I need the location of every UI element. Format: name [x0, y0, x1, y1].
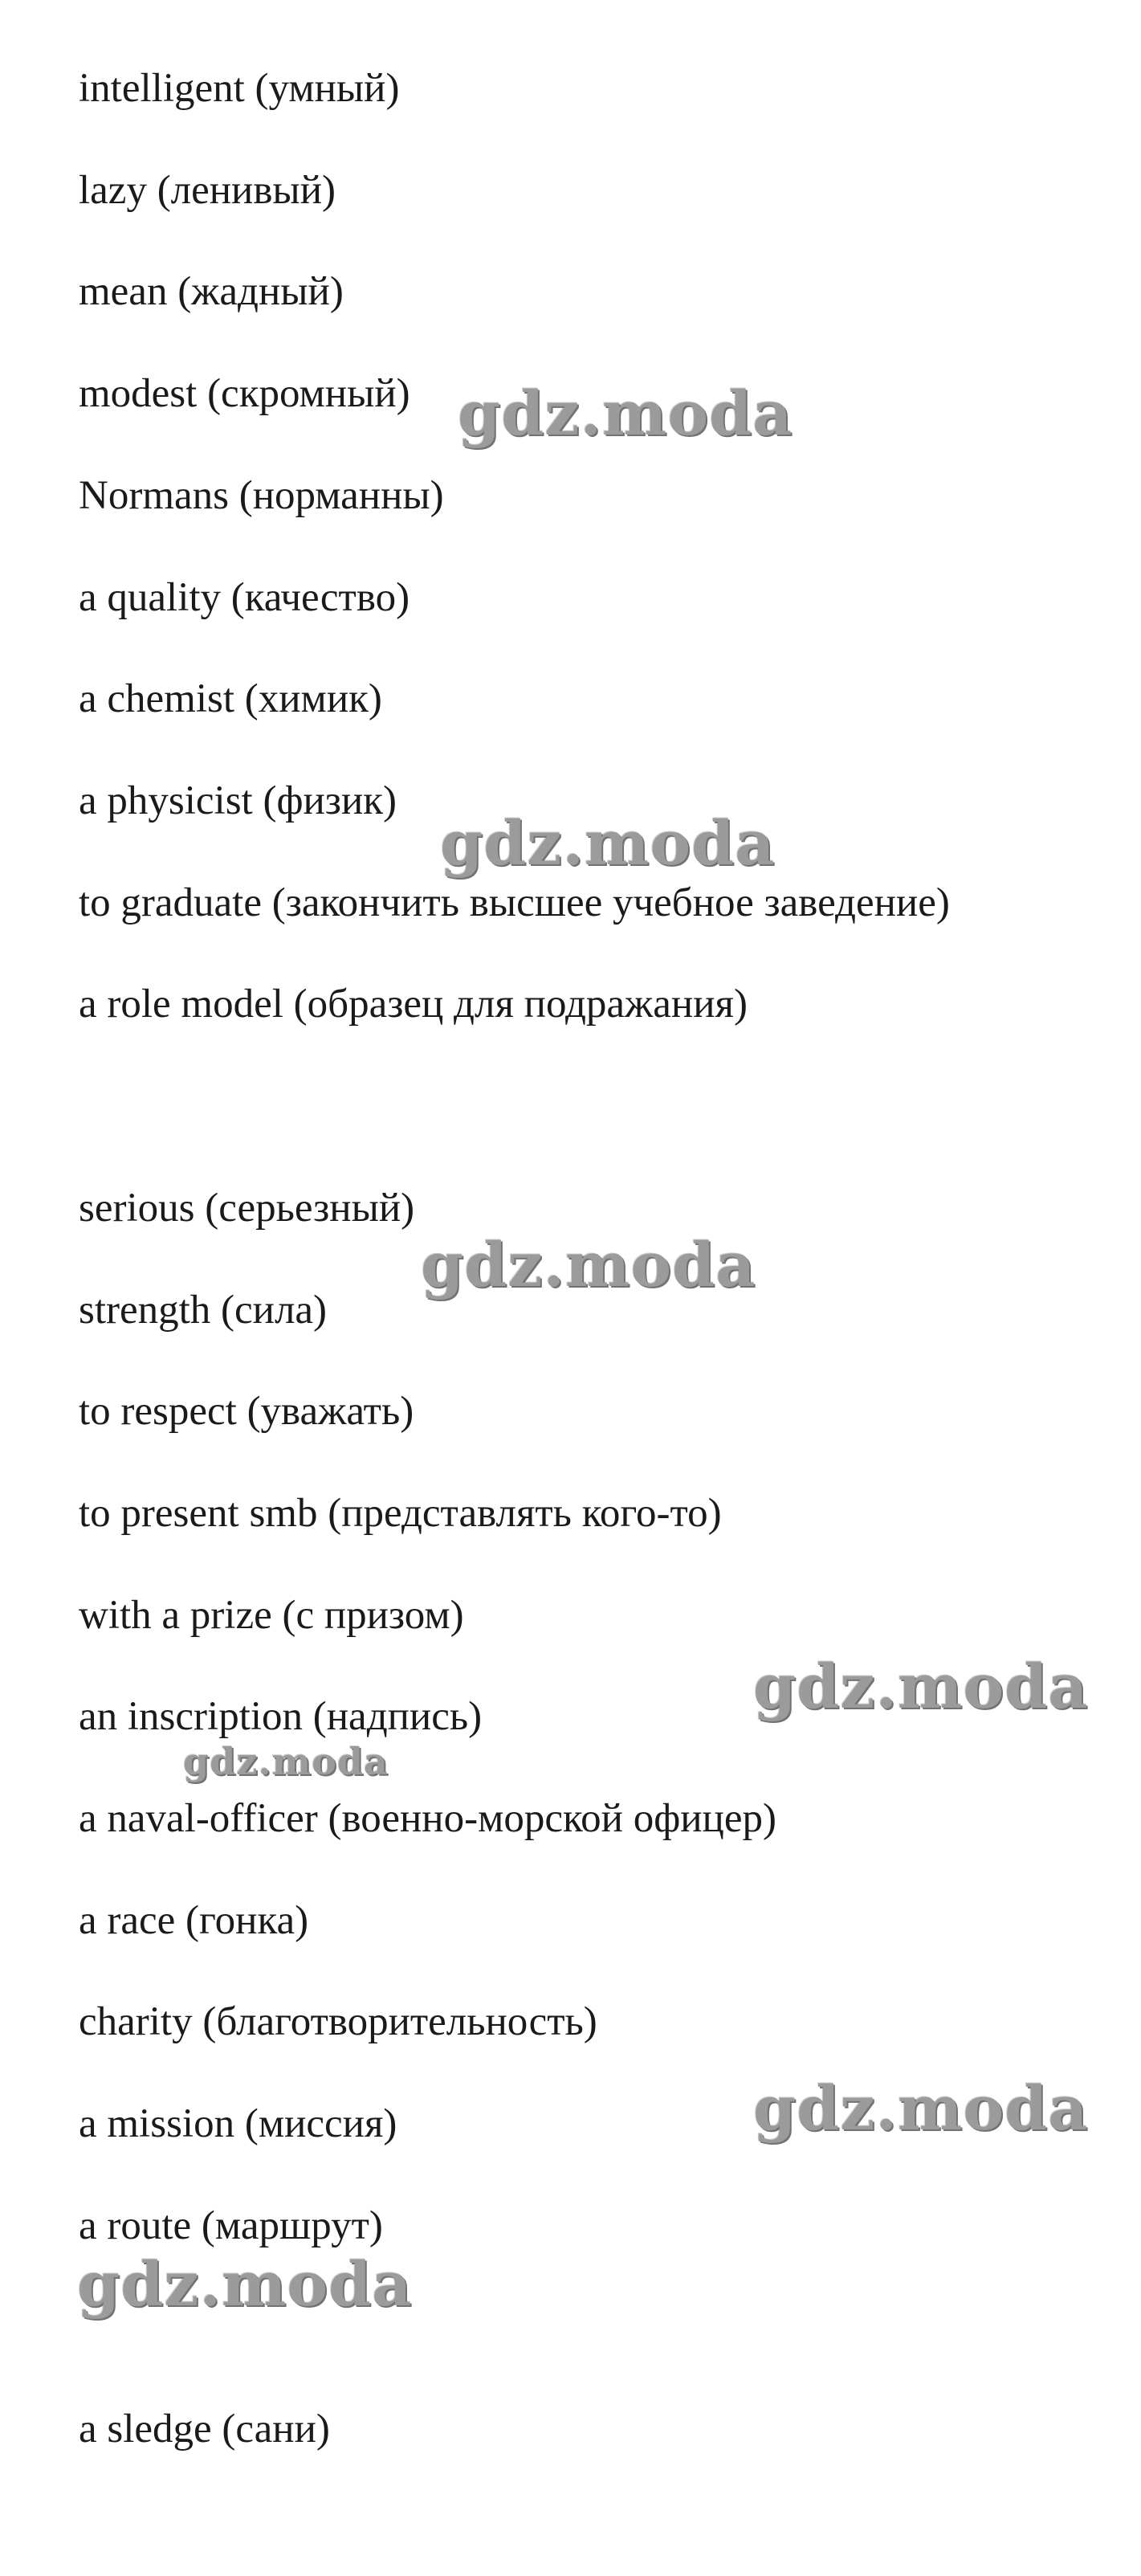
vocab-entry-sledge: a sledge (сани)	[79, 2407, 330, 2451]
vocab-entry-charity: charity (благотворительность)	[79, 1999, 597, 2044]
vocab-entry-role-model: a role model (образец для подражания)	[79, 982, 748, 1027]
vocab-entry-prize: with a prize (с призом)	[79, 1593, 464, 1638]
vocab-entry-lazy: lazy (ленивый)	[79, 168, 336, 213]
vocab-entry-mission: a mission (миссия)	[79, 2101, 397, 2146]
vocab-entry-respect: to respect (уважать)	[79, 1389, 414, 1434]
vocab-entry-strength: strength (сила)	[79, 1288, 328, 1333]
vocab-entry-modest: modest (скромный)	[79, 371, 410, 416]
vocab-entry-inscription: an inscription (надпись)	[79, 1694, 483, 1739]
vocab-entry-present: to present smb (представлять кого-то)	[79, 1491, 722, 1536]
watermark: gdz.moda	[753, 2072, 1089, 2144]
vocab-entry-naval-officer: a naval-officer (военно-морской офицер)	[79, 1796, 776, 1841]
watermark: gdz.moda	[77, 2248, 413, 2320]
vocab-entry-graduate: to graduate (закончить высшее учебное заведение)	[79, 880, 950, 925]
vocab-entry-race: a race (гонка)	[79, 1898, 309, 1943]
watermark: gdz.moda	[421, 1229, 756, 1300]
vocab-entry-normans: Normans (норманны)	[79, 473, 444, 518]
vocab-entry-intelligent: intelligent (умный)	[79, 66, 400, 111]
watermark: gdz.moda	[440, 807, 776, 879]
vocab-entry-serious: serious (серьезный)	[79, 1186, 415, 1231]
vocab-entry-chemist: a chemist (химик)	[79, 676, 382, 721]
vocab-entry-route: a route (маршрут)	[79, 2203, 383, 2248]
watermark: gdz.moda	[458, 378, 793, 449]
watermark: gdz.moda	[183, 1740, 389, 1783]
vocab-entry-mean: mean (жадный)	[79, 269, 344, 314]
vocab-entry-quality: a quality (качество)	[79, 575, 410, 620]
watermark: gdz.moda	[753, 1651, 1089, 1722]
vocab-entry-physicist: a physicist (физик)	[79, 778, 397, 823]
